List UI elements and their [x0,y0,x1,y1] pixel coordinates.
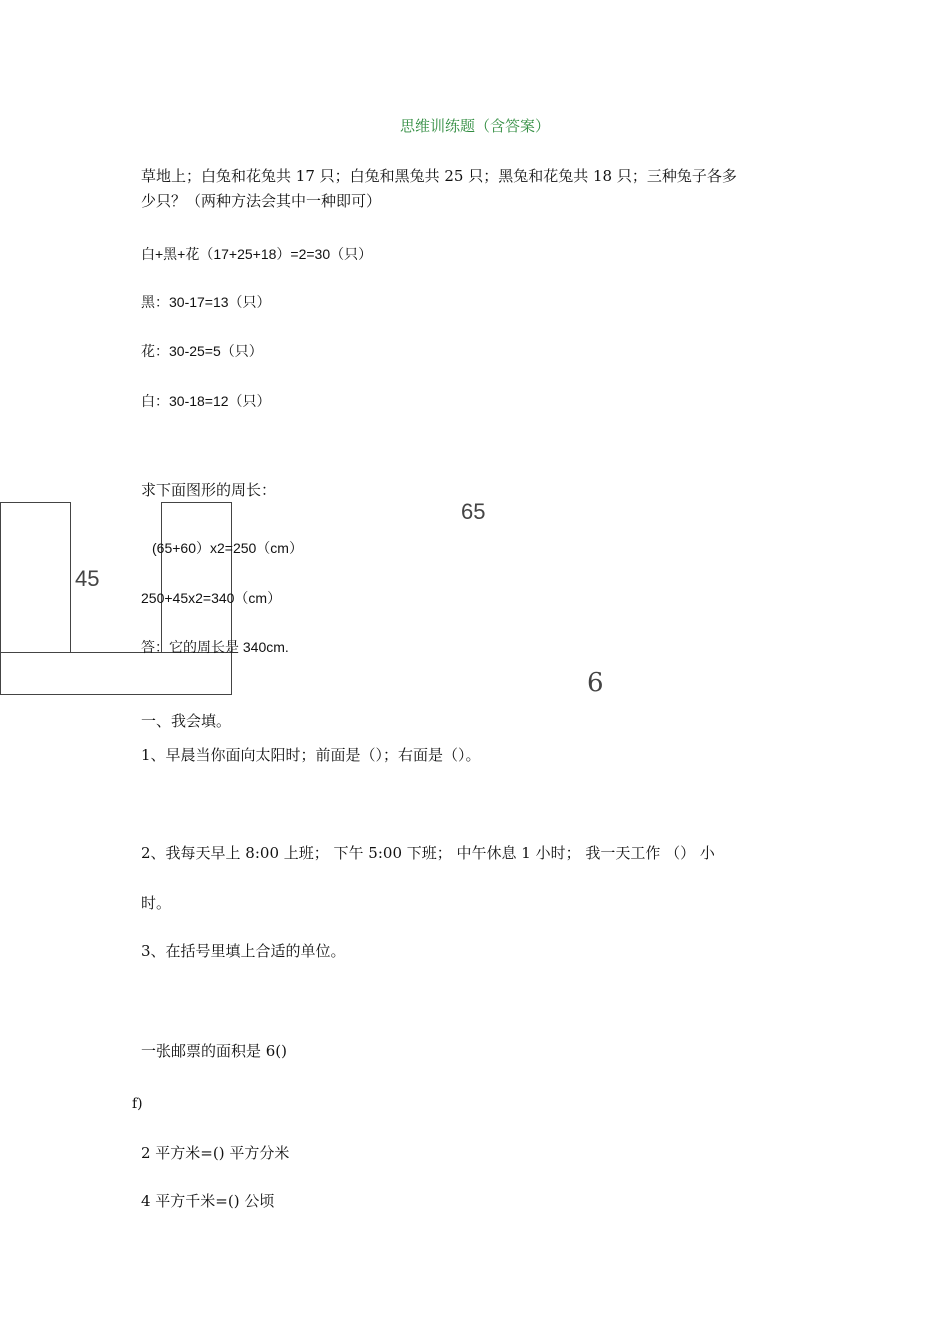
figure-bottom-rect [0,652,232,695]
problem1-question-line1: 草地上；白兔和花兔共 17 只；白兔和黑兔共 25 只；黑兔和花兔共 18 只；三种兔子各多 [141,167,737,185]
problem2-question: 求下面图形的周长： [141,481,277,499]
problem2-step2: 250+45x2=340（cm） [141,590,282,606]
figure-label-6: 6 [587,668,604,698]
problem1-question-line2: 少只？（两种方法会其中一种即可） [141,192,382,210]
page-title: 思维训练题（含答案） [399,117,550,135]
question-3b: 2 平方米=() 平方分米 [141,1144,290,1162]
figure-middle-rect [161,502,232,653]
problem1-step3: 花：30-25=5（只） [141,343,263,359]
figure-label-45: 45 [75,566,100,591]
section1-heading: 一、我会填。 [141,712,232,730]
problem2-step1: (65+60）x2=250（cm） [152,540,303,556]
problem1-step1: 白+黑+花（17+25+18）=2=30（只） [141,246,373,262]
figure-left-rect [0,502,71,653]
problem1-step4: 白：30-18=12（只） [141,393,271,409]
question-2-line1: 2、我每天早上 8:00 上班； 下午 5:00 下班； 中午休息 1 小时； 我一天工作 （） 小 [141,844,715,862]
question-3a: 一张邮票的面积是 6() [141,1042,288,1060]
question-3: 3、在括号里填上合适的单位。 [141,942,346,960]
problem2-answer: 答：它的周长是 340cm. [141,639,289,655]
question-2-line2: 时。 [141,894,172,912]
question-3c: 4 平方千米=() 公顷 [141,1192,275,1210]
question-3a-continued: f) [132,1096,143,1112]
question-1: 1、早晨当你面向太阳时；前面是（）；右面是（）。 [141,746,481,764]
problem1-step2: 黑：30-17=13（只） [141,294,271,310]
figure-label-65: 65 [461,499,486,524]
